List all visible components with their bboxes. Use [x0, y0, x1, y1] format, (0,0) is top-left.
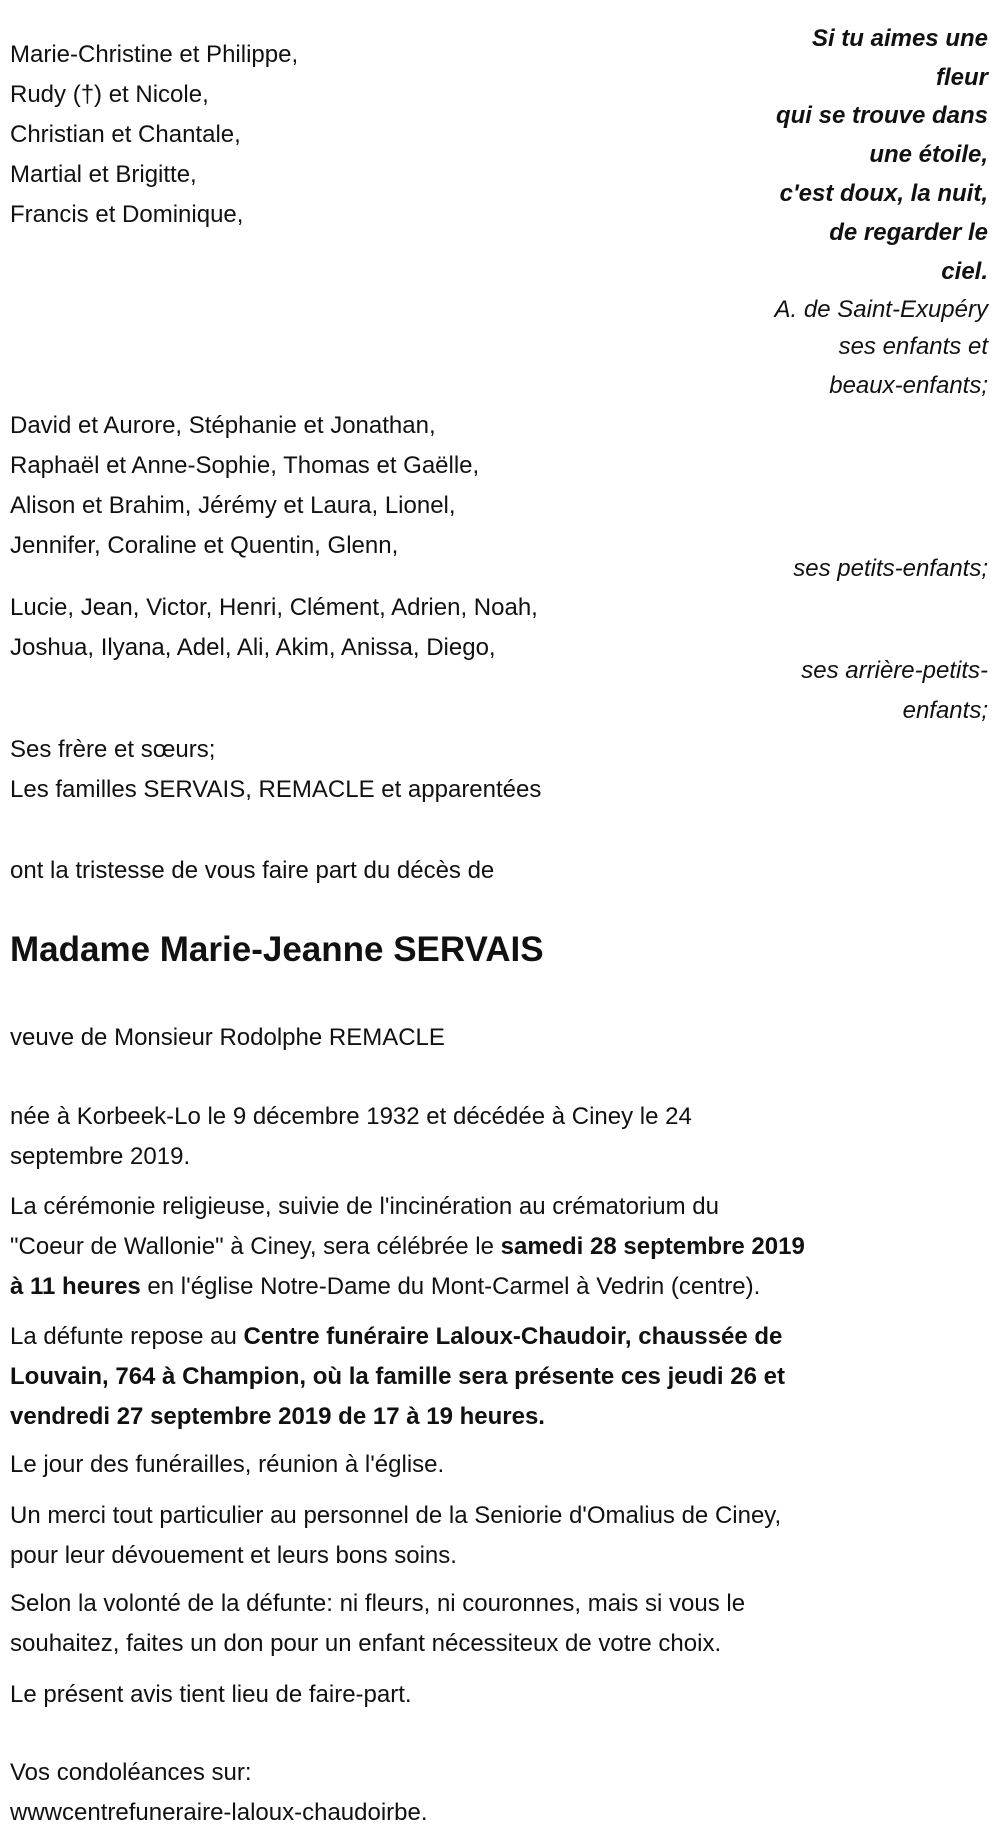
child-couple: Marie-Christine et Philippe,	[10, 41, 299, 68]
great-grandchildren-label: enfants;	[902, 697, 988, 724]
paragraph-line	[10, 1624, 721, 1664]
bold-text: vendredi 27 septembre 2019 de 17 à 19 heures.	[10, 1403, 545, 1430]
child-couple: Martial et Brigitte,	[10, 161, 197, 188]
paragraph-line	[10, 1317, 782, 1357]
poem-line: une étoile,	[869, 141, 988, 168]
text: née à Korbeek-Lo le 9 décembre 1932 et décédée à Ciney le 24	[10, 1103, 692, 1130]
grandchild-line: Alison et Brahim, Jérémy et Laura, Lionel,	[10, 492, 456, 519]
paragraph-line	[10, 1187, 719, 1227]
great-grandchild-line: Lucie, Jean, Victor, Henri, Clément, Adrien, Noah,	[10, 594, 538, 621]
widow-of: veuve de Monsieur Rodolphe REMACLE	[10, 1024, 445, 1051]
bold-text: à 11 heures	[10, 1273, 141, 1300]
announcement: ont la tristesse de vous faire part du décès de	[10, 857, 495, 884]
text: Le présent avis tient lieu de faire-part.	[10, 1681, 412, 1708]
paragraph-line	[10, 1267, 760, 1307]
poem-line: qui se trouve dans	[775, 102, 988, 129]
condolences-link[interactable]: wwwcentrefuneraire-laloux-chaudoirbe.	[10, 1799, 428, 1826]
paragraph-line	[10, 1227, 805, 1267]
text: La défunte repose au	[10, 1323, 244, 1350]
child-couple: Christian et Chantale,	[10, 121, 241, 148]
child-couple: Francis et Dominique,	[10, 201, 244, 228]
poem-author: A. de Saint-Exupéry	[774, 296, 988, 323]
bold-text: samedi 28 septembre 2019	[500, 1233, 805, 1260]
poem-line: fleur	[935, 64, 988, 91]
text: Selon la volonté de la défunte: ni fleurs, ni couronnes, mais si vous le	[10, 1590, 746, 1617]
text: "Coeur de Wallonie" à Ciney, sera célébrée le	[10, 1233, 501, 1260]
paragraph-line	[10, 1584, 745, 1624]
paragraph-line	[10, 1536, 457, 1576]
text: pour leur dévouement et leurs bons soins.	[10, 1542, 457, 1569]
great-grandchildren-label: ses arrière-petits-	[801, 657, 988, 684]
poem-line: c'est doux, la nuit,	[779, 180, 988, 207]
text: La cérémonie religieuse, suivie de l'incinération au crématorium du	[10, 1193, 719, 1220]
text: septembre 2019.	[10, 1143, 191, 1170]
grandchild-line: David et Aurore, Stéphanie et Jonathan,	[10, 412, 436, 439]
grandchild-line: Raphaël et Anne-Sophie, Thomas et Gaëlle,	[10, 452, 480, 479]
paragraph-line	[10, 1397, 545, 1437]
text: Le jour des funérailles, réunion à l'église.	[10, 1451, 445, 1478]
poem-line: Si tu aimes une	[811, 25, 988, 52]
text: en l'église Notre-Dame du Mont-Carmel à Vedrin (centre).	[140, 1273, 761, 1300]
child-couple: Rudy (†) et Nicole,	[10, 81, 209, 108]
deceased-name: Madame Marie-Jeanne SERVAIS	[10, 930, 544, 969]
paragraph-line	[10, 1445, 444, 1485]
condolences-label: Vos condoléances sur:	[10, 1759, 252, 1786]
paragraph-line	[10, 1097, 692, 1137]
families: Les familles SERVAIS, REMACLE et apparentées	[10, 776, 542, 803]
text: Un merci tout particulier au personnel de la Seniorie d'Omalius de Ciney,	[10, 1502, 782, 1529]
poem-line: ciel.	[941, 258, 988, 285]
children-label: ses enfants et	[838, 333, 988, 360]
bold-text: Louvain, 764 à Champion, où la famille sera présente ces jeudi 26 et	[10, 1363, 785, 1390]
paragraph-line	[10, 1675, 412, 1715]
great-grandchild-line: Joshua, Ilyana, Adel, Ali, Akim, Anissa, Diego,	[10, 634, 496, 661]
grandchildren-label: ses petits-enfants;	[793, 555, 988, 582]
poem-line: de regarder le	[829, 219, 988, 246]
text: souhaitez, faites un don pour un enfant nécessiteux de votre choix.	[10, 1630, 722, 1657]
paragraph-line	[10, 1496, 781, 1536]
bold-text: Centre funéraire Laloux-Chaudoir, chaussée de	[243, 1323, 783, 1350]
children-label: beaux-enfants;	[829, 372, 988, 399]
siblings: Ses frère et sœurs;	[10, 736, 216, 763]
paragraph-line	[10, 1357, 785, 1397]
paragraph-line	[10, 1137, 190, 1177]
grandchild-line: Jennifer, Coraline et Quentin, Glenn,	[10, 532, 399, 559]
